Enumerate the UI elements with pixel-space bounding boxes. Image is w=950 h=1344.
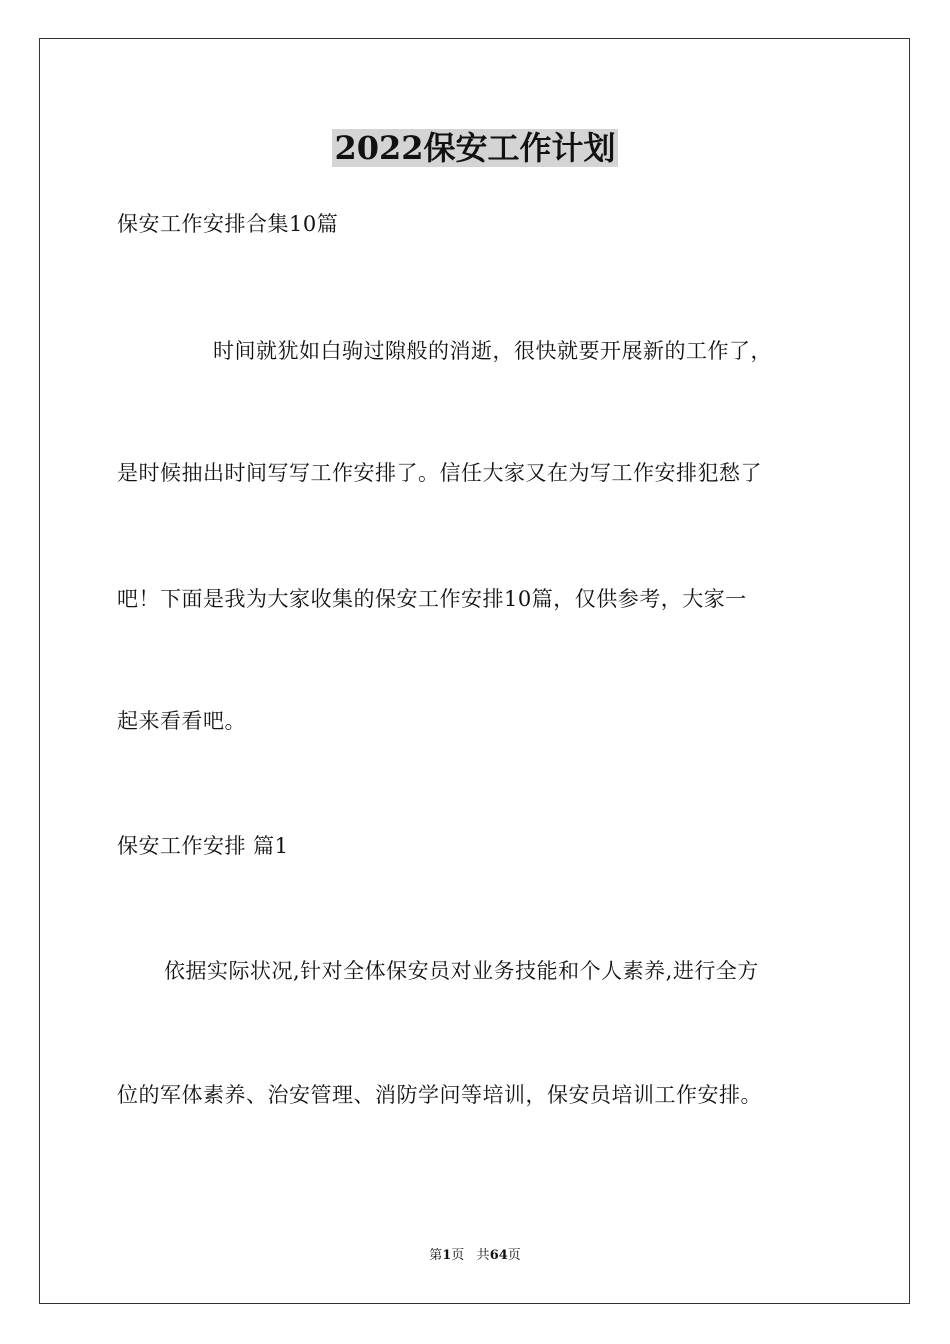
collection-heading: 保安工作安排合集10篇 (117, 212, 339, 236)
paragraph-line: 位的军体素养、治安管理、消防学问等培训，保安员培训工作安排。 (117, 1083, 762, 1107)
paragraph-line: 依据实际状况,针对全体保安员对业务技能和个人素养,进行全方 (164, 959, 759, 983)
page-suffix: 页 (451, 1248, 465, 1263)
total-prefix: 共 (476, 1248, 490, 1263)
page-prefix: 第 (429, 1248, 443, 1263)
page-footer (0, 1246, 950, 1266)
document-title (0, 126, 950, 170)
paragraph-line: 起来看看吧。 (117, 709, 246, 733)
paragraph-line: 是时候抽出时间写写工作安排了。信任大家又在为写工作安排犯愁了 (117, 461, 762, 485)
total-pages: 64 (489, 1248, 508, 1263)
total-suffix: 页 (507, 1248, 521, 1263)
document-title-text: 2022保安工作计划 (334, 129, 616, 167)
page-number: 1 (442, 1248, 452, 1263)
section-heading: 保安工作安排 篇1 (117, 834, 289, 858)
paragraph-line: 时间就犹如白驹过隙般的消逝，很快就要开展新的工作了， (213, 339, 772, 363)
paragraph-line: 吧！下面是我为大家收集的保安工作安排10篇，仅供参考，大家一 (117, 587, 747, 611)
